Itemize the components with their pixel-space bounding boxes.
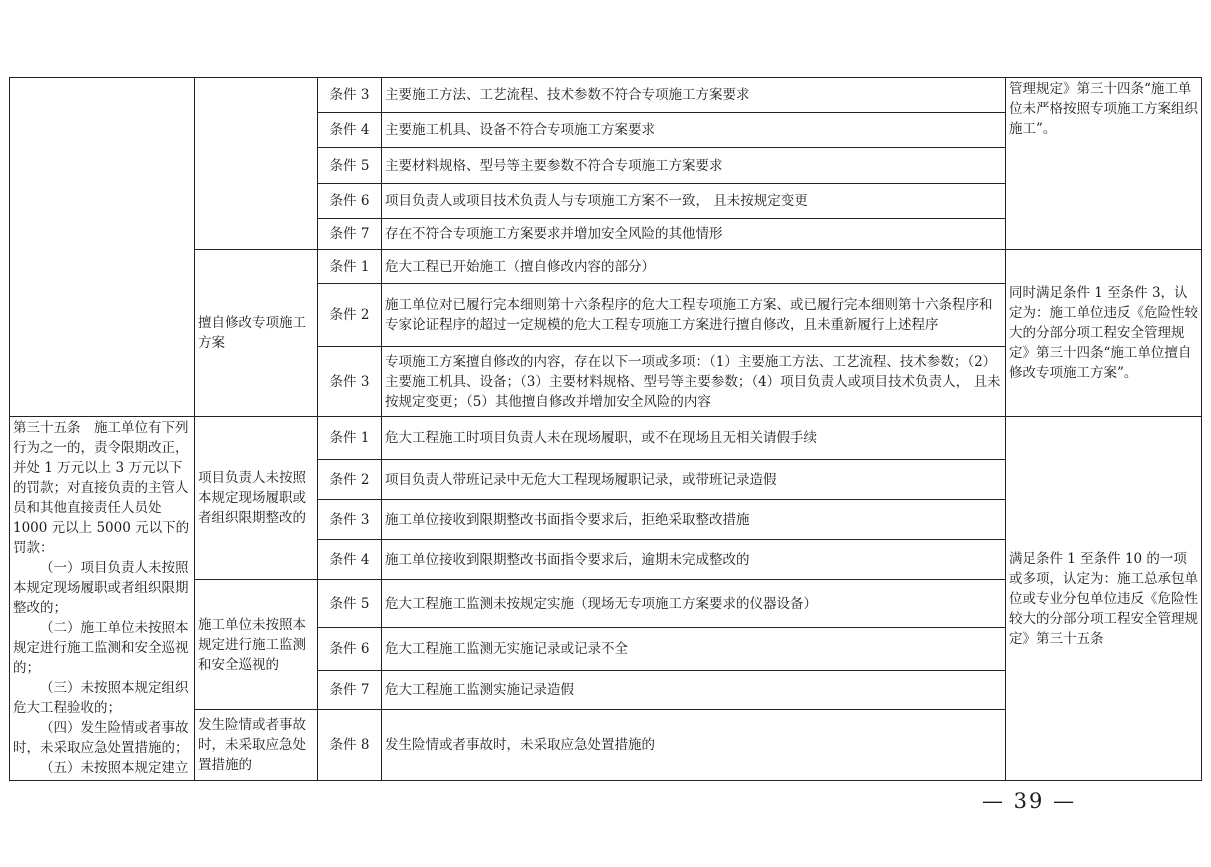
condition-description: 存在不符合专项施工方案要求并增加安全风险的其他情形 [382,219,1006,250]
condition-label: 条件 7 [318,219,382,250]
law-paragraph: （二）施工单位未按照本规定进行施工监测和安全巡视的； [13,620,189,676]
condition-description: 主要施工方法、工艺流程、技术参数不符合专项施工方案要求 [382,78,1006,113]
condition-description: 施工单位对已履行完本细则第十六条程序的危大工程专项施工方案、或已履行完本细则第十六条程序和专家论证程序的超过一定规模的危大工程专项施工方案进行擅自修改，且未重新履行上述程序 [382,284,1006,347]
condition-description: 发生险情或者事故时，未采取应急处置措施的 [382,710,1006,781]
condition-label: 条件 5 [318,580,382,628]
determination-cell: 管理规定》第三十四条“施工单位未严格按照专项施工方案组织施工”。 [1006,78,1202,250]
empty-category-cell [195,78,318,250]
condition-label: 条件 2 [318,284,382,347]
condition-label: 条件 4 [318,540,382,580]
condition-label: 条件 1 [318,250,382,284]
condition-label: 条件 3 [318,500,382,540]
condition-label: 条件 5 [318,148,382,184]
condition-label: 条件 1 [318,417,382,460]
category-cell: 施工单位未按照本规定进行施工监测和安全巡视的 [195,580,318,710]
law-article-cell [10,417,195,781]
page-number: — 39 — [982,789,1077,813]
regulation-table [9,77,1202,781]
law-paragraph: （三）未按照本规定组织危大工程验收的； [13,680,189,716]
condition-label: 条件 3 [318,347,382,417]
condition-description: 专项施工方案擅自修改的内容，存在以下一项或多项：（1）主要施工方法、工艺流程、技术参数；（2）主要施工机具、设备；（3）主要材料规格、型号等主要参数；（4）项目负责人或项目技术负责人， 且未按规定变更；（5）其他擅自修改并增加安全风险的内容 [382,347,1006,417]
condition-label: 条件 4 [318,113,382,148]
condition-description: 施工单位接收到限期整改书面指令要求后，逾期未完成整改的 [382,540,1006,580]
condition-description: 危大工程施工时项目负责人未在现场履职，或不在现场且无相关请假手续 [382,417,1006,460]
category-cell: 项目负责人未按照本规定现场履职或者组织限期整改的 [195,417,318,580]
table-row [10,417,1202,460]
table-row [10,78,1202,113]
category-cell: 擅自修改专项施工方案 [195,250,318,417]
law-paragraph: （五）未按照本规定建立 [40,760,189,776]
condition-label: 条件 6 [318,184,382,219]
condition-label: 条件 2 [318,460,382,500]
law-paragraph: （一）项目负责人未按照本规定现场履职或者组织限期整改的； [13,560,189,616]
condition-label: 条件 3 [318,78,382,113]
condition-description: 项目负责人或项目技术负责人与专项施工方案不一致， 且未按规定变更 [382,184,1006,219]
condition-label: 条件 8 [318,710,382,781]
condition-description: 主要材料规格、型号等主要参数不符合专项施工方案要求 [382,148,1006,184]
law-paragraph: 第三十五条 施工单位有下列行为之一的，责令限期改正，并处 1 万元以上 3 万元以下的罚款；对直接负责的主管人员和其他直接责任人员处 1000 元以上 5000 元以下的罚款： [13,420,190,556]
condition-description: 项目负责人带班记录中无危大工程现场履职记录，或带班记录造假 [382,460,1006,500]
condition-description: 危大工程施工监测未按规定实施（现场无专项施工方案要求的仪器设备） [382,580,1006,628]
category-cell: 发生险情或者事故时，未采取应急处置措施的 [195,710,318,781]
condition-description: 施工单位接收到限期整改书面指令要求后，拒绝采取整改措施 [382,500,1006,540]
determination-cell: 同时满足条件 1 至条件 3，认定为：施工单位违反《危险性较大的分部分项工程安全管理规定》第三十四条“施工单位擅自修改专项施工方案”。 [1006,250,1202,417]
condition-description: 主要施工机具、设备不符合专项施工方案要求 [382,113,1006,148]
condition-description: 危大工程施工监测无实施记录或记录不全 [382,628,1006,671]
determination-cell: 满足条件 1 至条件 10 的一项或多项，认定为：施工总承包单位或专业分包单位违反《危险性较大的分部分项工程安全管理规定》第三十五条 [1006,417,1202,781]
condition-label: 条件 7 [318,671,382,710]
condition-description: 危大工程施工监测实施记录造假 [382,671,1006,710]
condition-label: 条件 6 [318,628,382,671]
law-paragraph: （四）发生险情或者事故时，未采取应急处置措施的； [13,720,189,756]
empty-law-cell [10,78,195,417]
condition-description: 危大工程已开始施工（擅自修改内容的部分） [382,250,1006,284]
